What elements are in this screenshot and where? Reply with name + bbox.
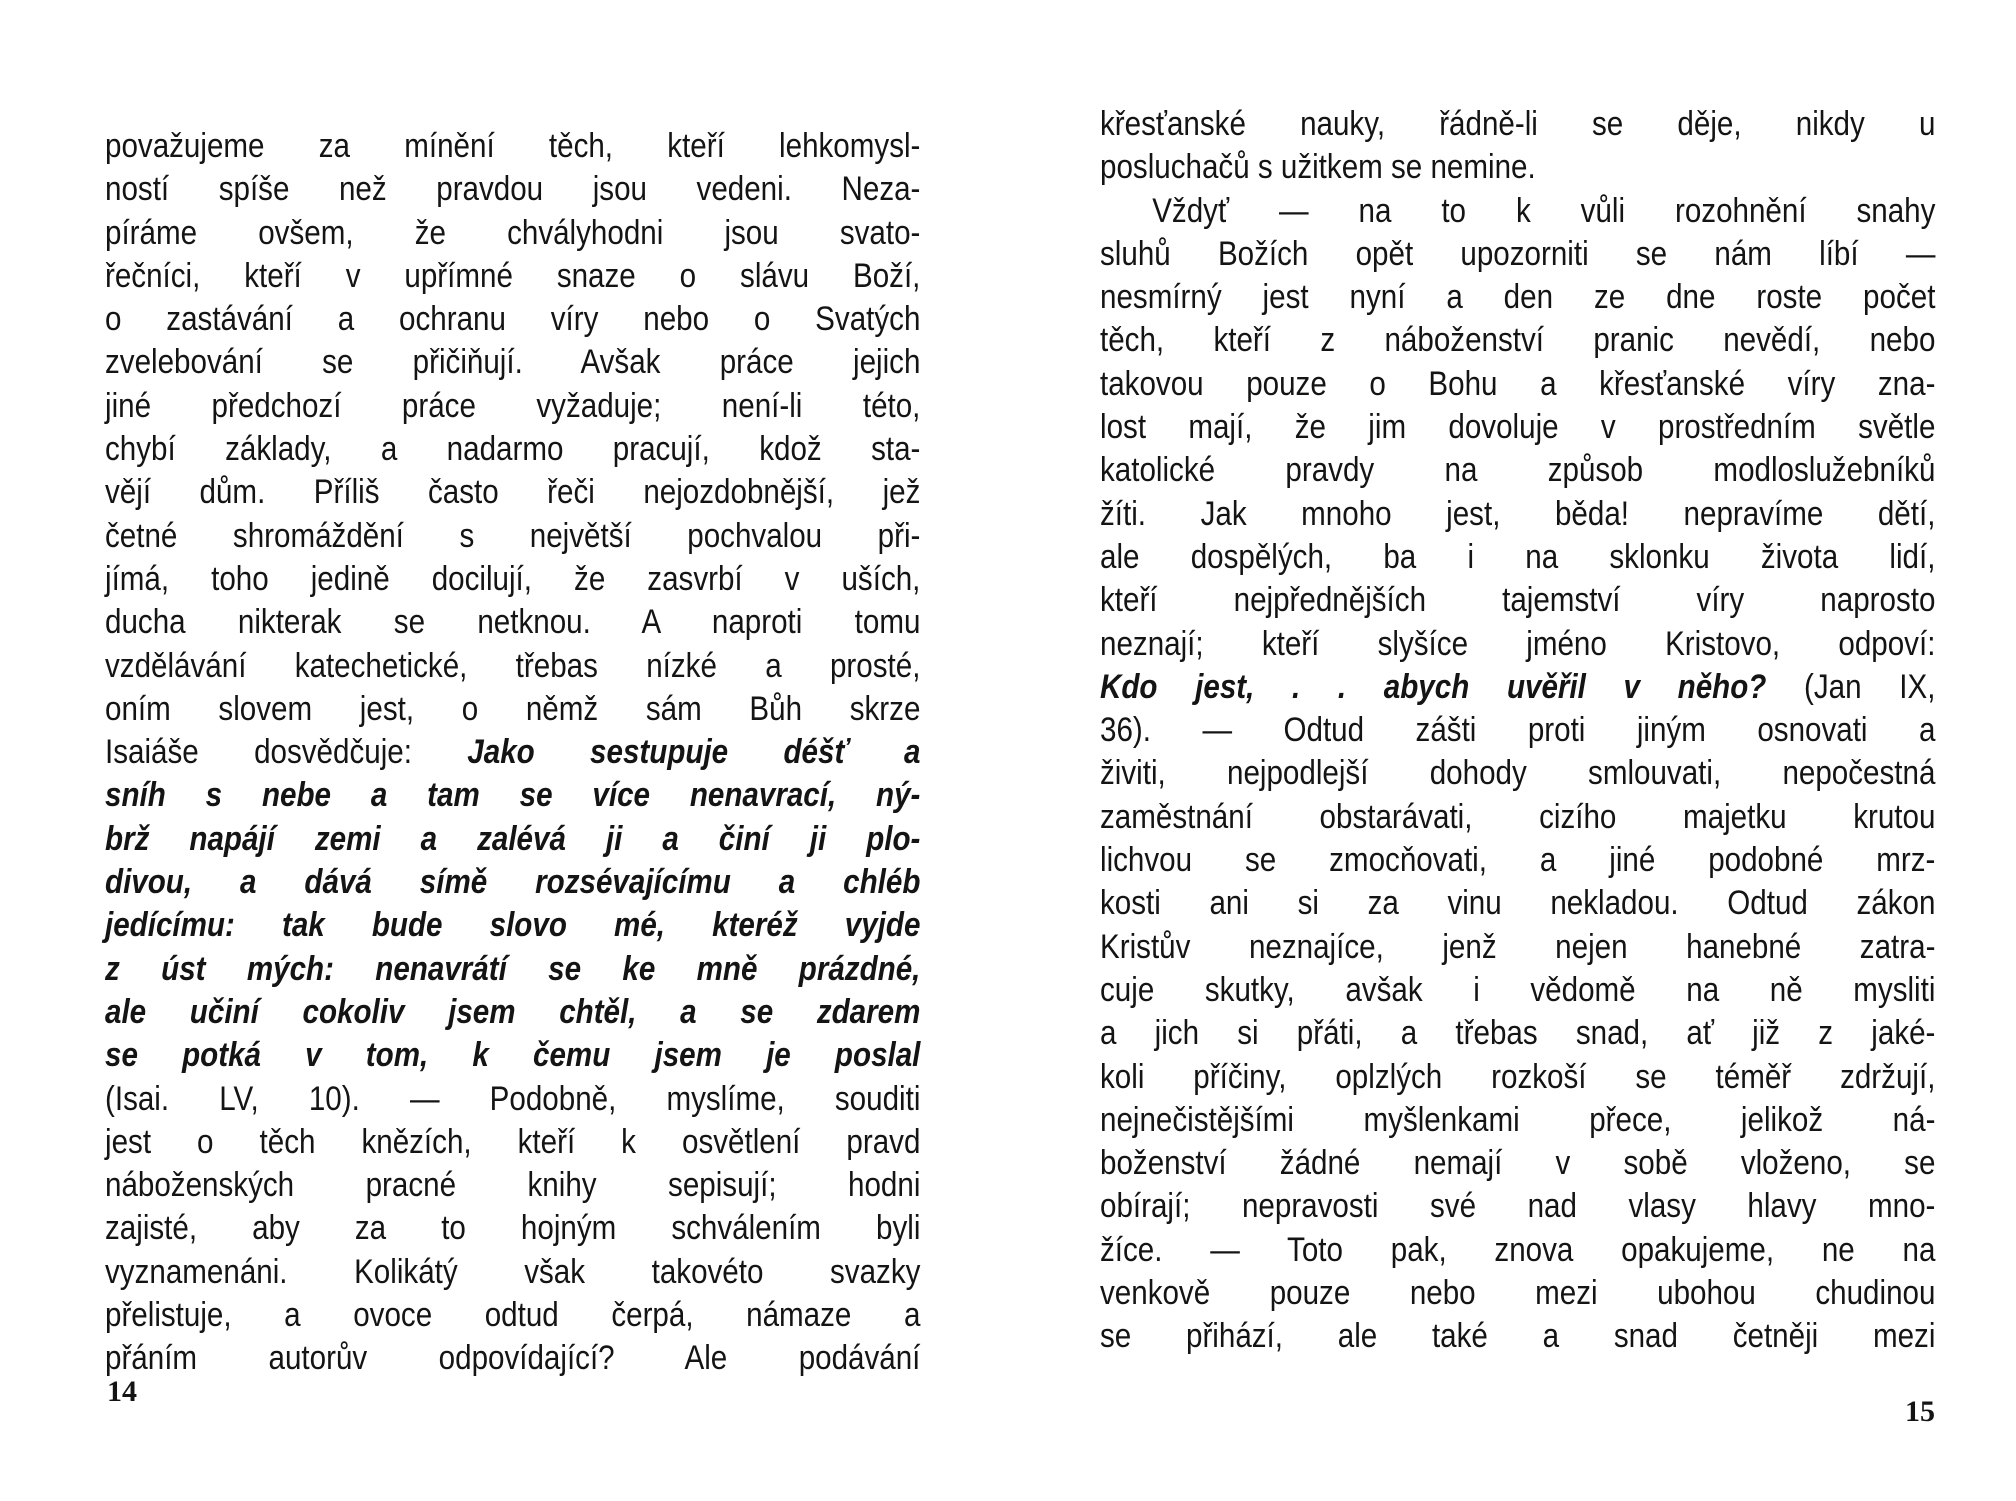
line-text: vyznamenáni. Kolikátý však takovéto svazky — [105, 1252, 921, 1291]
line-text: venkově pouze nebo mezi ubohou chudinou — [1100, 1274, 1936, 1313]
line-text: náboženských pracné knihy sepisují; hodni — [105, 1166, 921, 1205]
text-line — [105, 341, 920, 384]
text-line — [105, 471, 920, 514]
line-text: zaměstnání obstarávati, cizího majetku krutou — [1100, 797, 1936, 836]
text-line — [105, 1294, 920, 1337]
line-text: posluchačů s užitkem se nemine. — [1100, 148, 1536, 187]
line-text: považujeme za mínění těch, kteří lehkomysl- — [105, 127, 921, 165]
emphasized-text: ale učiní cokoliv jsem chtěl, a se zdarem — [105, 992, 921, 1031]
line-text: kteří nejpřednějších tajemství víry naprosto — [1100, 581, 1936, 620]
text-line — [105, 904, 920, 947]
line-text: jímá, toho jedině docilují, že zasvrbí v uších, — [105, 559, 921, 598]
text-line — [1100, 579, 1935, 622]
emphasized-text: brž napájí zemi a zalévá ji a činí ji plo- — [105, 819, 921, 858]
text-line — [1100, 363, 1935, 406]
text-line — [105, 1207, 920, 1250]
line-text: a jich si přáti, a třebas snad, ať již z jaké- — [1100, 1014, 1936, 1053]
line-text: četné shromáždění s největší pochvalou při- — [105, 516, 921, 555]
line-text: přelistuje, a ovoce odtud čerpá, námaze a — [105, 1296, 921, 1335]
line-text: o zastávání a ochranu víry nebo o Svatých — [105, 300, 921, 339]
text-line — [1100, 1315, 1935, 1358]
text-line — [105, 601, 920, 644]
text-line — [1100, 233, 1935, 276]
text-line — [1100, 882, 1935, 925]
text-line — [105, 298, 920, 341]
line-text: katolické pravdy na způsob modloslužebníků — [1100, 451, 1936, 490]
text-line — [105, 168, 920, 211]
text-line — [105, 1078, 920, 1121]
text-line — [1100, 103, 1935, 146]
line-text: vzdělávání katechetické, třebas nízké a prosté, — [105, 646, 921, 685]
text-line — [1100, 926, 1935, 969]
line-text: řečníci, kteří v upřímné snaze o slávu Boží, — [105, 256, 921, 295]
line-text: boženství žádné nemají v sobě vloženo, se — [1100, 1144, 1936, 1183]
line-text: ducha nikterak se netknou. A naproti tomu — [105, 603, 921, 642]
text-line — [105, 515, 920, 558]
text-line — [1100, 1056, 1935, 1099]
line-text: křesťanské nauky, řádně-li se děje, nikdy u — [1100, 105, 1936, 143]
text-line — [1100, 839, 1935, 882]
text-line — [1100, 276, 1935, 319]
text-line — [1100, 406, 1935, 449]
text-line — [105, 255, 920, 298]
text-line — [105, 688, 920, 731]
line-text: (Isai. LV, 10). — Podobně, myslíme, souditi — [105, 1079, 921, 1118]
line-text: živiti, nejpodlejší dohody smlouvati, nepočestná — [1100, 754, 1936, 793]
text-line — [1100, 752, 1935, 795]
text-line — [105, 1251, 920, 1294]
right-page-number: 15 — [1905, 1395, 1935, 1428]
text-line — [105, 385, 920, 428]
line-text: vějí dům. Příliš často řeči nejozdobnější, jež — [105, 473, 921, 512]
text-line — [105, 774, 920, 817]
text-line — [105, 818, 920, 861]
text-line — [1100, 493, 1935, 536]
text-line — [1100, 666, 1935, 709]
text-line — [105, 1164, 920, 1207]
line-text: přáním autorův odpovídající? Ale podávání — [105, 1339, 921, 1378]
text-line — [105, 731, 920, 774]
text-line — [1100, 1012, 1935, 1055]
line-text: ale dospělých, ba i na sklonku života lidí, — [1100, 537, 1936, 576]
line-text: žíti. Jak mnoho jest, běda! nepravíme dětí, — [1100, 494, 1936, 533]
right-page — [1100, 0, 1935, 1501]
line-text: Isaiáše dosvědčuje: — [105, 733, 468, 772]
text-line — [1100, 1272, 1935, 1315]
text-line — [105, 645, 920, 688]
text-line — [105, 1121, 920, 1164]
line-text: žíce. — Toto pak, znova opakujeme, ne na — [1100, 1230, 1936, 1269]
line-text: 36). — Odtud zášti proti jiným osnovati a — [1100, 711, 1936, 750]
left-page-text — [105, 125, 920, 1381]
text-line — [105, 991, 920, 1034]
line-text: chybí základy, a nadarmo pracují, kdož sta- — [105, 430, 921, 469]
line-text: neznají; kteří slyšíce jméno Kristovo, odpoví: — [1100, 624, 1936, 663]
text-line — [1100, 536, 1935, 579]
line-text: Kristův neznajíce, jenž nejen hanebné zatra- — [1100, 927, 1936, 966]
line-text: sluhů Božích opět upozorniti se nám líbí — — [1100, 234, 1936, 273]
text-line — [105, 212, 920, 255]
text-line — [105, 428, 920, 471]
right-page-text — [1100, 103, 1935, 1359]
line-text: lichvou se zmocňovati, a jiné podobné mrz- — [1100, 841, 1936, 880]
line-text: zajisté, aby za to hojným schválením byli — [105, 1209, 921, 1248]
text-line — [105, 861, 920, 904]
line-text: ností spíše než pravdou jsou vedeni. Neza- — [105, 170, 921, 209]
left-page — [105, 0, 920, 1501]
emphasized-text: se potká v tom, k čemu jsem je poslal — [105, 1036, 921, 1075]
text-line — [1100, 319, 1935, 362]
text-line — [1100, 1099, 1935, 1142]
line-text: Vždyť — na to k vůli rozohnění snahy — [1152, 191, 1936, 230]
emphasized-text: z úst mých: nenavrátí se ke mně prázdné, — [105, 949, 921, 988]
text-line — [1100, 709, 1935, 752]
emphasized-text: Kdo jest, . . abych uvěřil v něho? — [1100, 667, 1767, 706]
text-line — [1100, 190, 1935, 233]
text-line — [1100, 146, 1935, 189]
line-text: nesmírný jest nyní a den ze dne roste počet — [1100, 278, 1936, 317]
line-text: lost mají, že jim dovoluje v prostředním světle — [1100, 408, 1936, 447]
text-line — [1100, 969, 1935, 1012]
line-text: takovou pouze o Bohu a křesťanské víry zna- — [1100, 364, 1936, 403]
line-text: kosti ani si za vinu nekladou. Odtud zákon — [1100, 884, 1936, 923]
text-line — [1100, 1229, 1935, 1272]
line-text: cuje skutky, avšak i vědomě na ně mysliti — [1100, 970, 1936, 1009]
emphasized-text: sníh s nebe a tam se více nenavrací, ný- — [105, 776, 921, 815]
line-text: obírají; nepravosti své nad vlasy hlavy mno- — [1100, 1187, 1936, 1226]
text-line — [105, 125, 920, 168]
left-page-number: 14 — [107, 1375, 137, 1408]
line-text: oním slovem jest, o němž sám Bůh skrze — [105, 689, 921, 728]
text-line — [105, 1337, 920, 1380]
line-text: píráme ovšem, že chvályhodni jsou svato- — [105, 213, 921, 252]
line-text: (Jan IX, — [1766, 667, 1936, 706]
line-text: těch, kteří z náboženství pranic nevědí, nebo — [1100, 321, 1936, 360]
text-line — [1100, 623, 1935, 666]
text-line — [1100, 796, 1935, 839]
text-line — [105, 558, 920, 601]
line-text: se přihází, ale také a snad četněji mezi — [1100, 1317, 1936, 1356]
line-text: nejnečistějšími myšlenkami přece, jelikož ná- — [1100, 1100, 1936, 1139]
emphasized-text: Jako sestupuje déšť a — [467, 733, 921, 772]
line-text: zvelebování se přičiňují. Avšak práce jejich — [105, 343, 921, 382]
text-line — [1100, 449, 1935, 492]
text-line — [105, 948, 920, 991]
text-line — [105, 1034, 920, 1077]
line-text: jest o těch knězích, kteří k osvětlení pravd — [105, 1122, 921, 1161]
line-text: koli příčiny, oplzlých rozkoší se téměř zdržují, — [1100, 1057, 1936, 1096]
text-line — [1100, 1142, 1935, 1185]
text-line — [1100, 1185, 1935, 1228]
emphasized-text: divou, a dává símě rozsévajícímu a chléb — [105, 863, 921, 902]
line-text: jiné předchozí práce vyžaduje; není-li této, — [105, 386, 921, 425]
emphasized-text: jedícímu: tak bude slovo mé, kteréž vyjde — [105, 906, 921, 945]
